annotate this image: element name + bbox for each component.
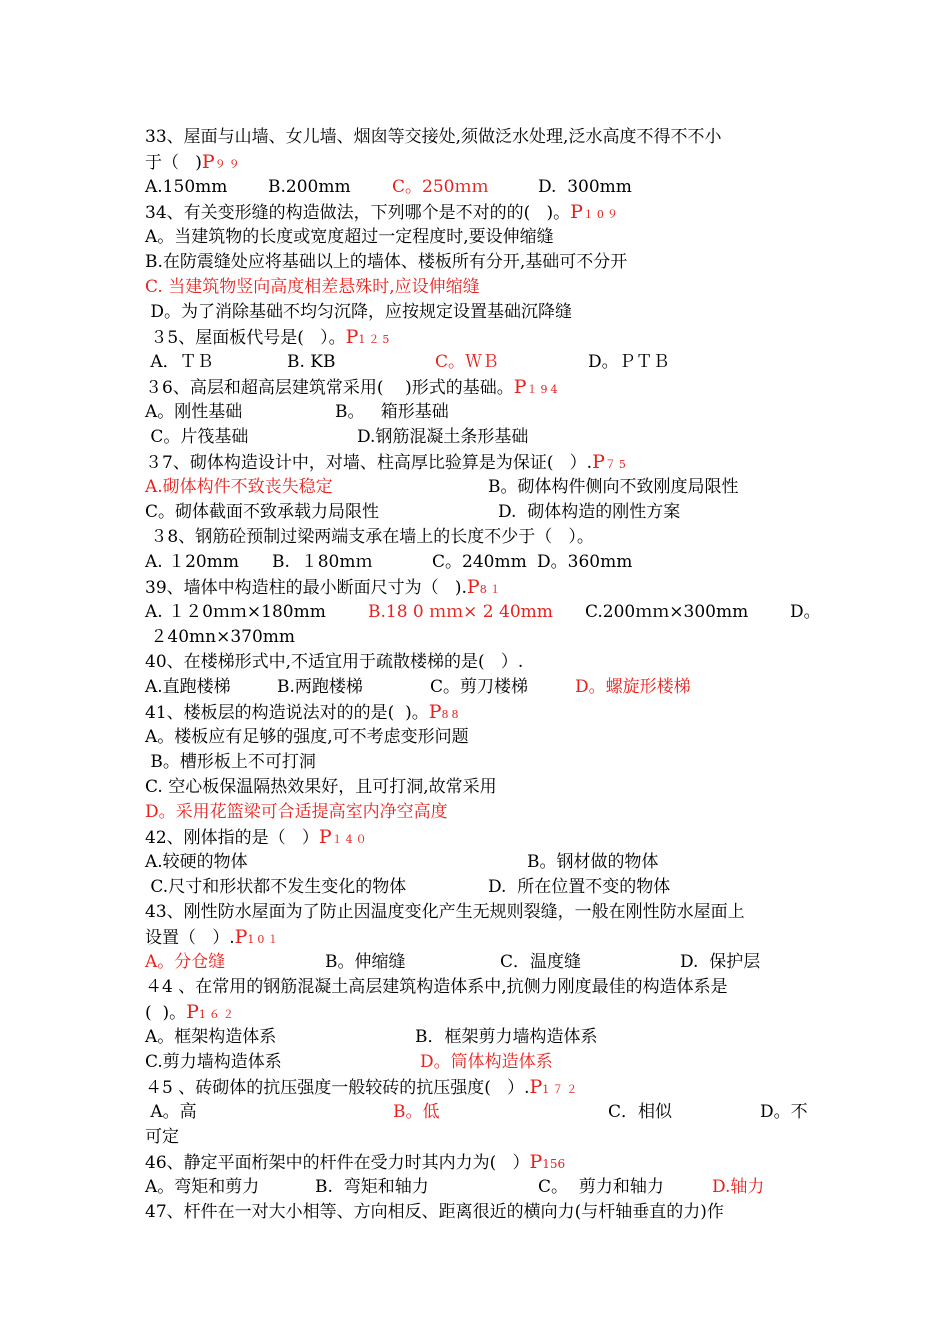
q45-stem-text: ４5 、砖砌体的抗压强度一般较砖的抗压强度( ）. (145, 1078, 530, 1098)
q37-stem-text: ３7、砌体构造设计中，对墙、柱高厚比验算是为保证( ）. (145, 453, 593, 473)
q37-option-d: D. 砌体构造的刚性方案 (498, 502, 681, 522)
q43-stem-line1: 43、刚性防水屋面为了防止因温度变化产生无规则裂缝，一般在刚性防水屋面上 (145, 902, 745, 922)
q36-page-ref-num: １94 (526, 383, 561, 396)
q41-page-ref: P (428, 701, 442, 723)
q35-page-ref: P (345, 326, 359, 348)
q35-option-b: B. KB (287, 352, 336, 372)
q33-option-a: A.150mm (145, 177, 228, 197)
q37-option-b: B。砌体构件侧向不致刚度局限性 (488, 477, 739, 497)
q42-option-b: B。钢材做的物体 (527, 852, 659, 872)
q45-stem (145, 1076, 580, 1101)
q42-option-c: C.尺寸和形状都不发生变化的物体 (145, 877, 407, 897)
q36-stem-text: ３6、高层和超高层建筑常采用( )形式的基础。 (145, 378, 514, 398)
q45-option-d-continued: 可定 (145, 1127, 179, 1147)
q36-option-c: C。片筏基础 (145, 427, 249, 447)
q45-option-a: A。高 (145, 1102, 197, 1122)
q44-page-ref-num: 1６２ (198, 1008, 237, 1021)
q44-page-ref: P (186, 1001, 199, 1023)
q35-option-a: A．ＴＢ (145, 352, 214, 372)
q34-stem-text: 34、有关变形缝的构造做法，下列哪个是不对的的( )。 (145, 203, 571, 223)
q39-option-b: B.18 0 ｍｍ× 2 40mm (368, 602, 553, 622)
q39-option-d-continued: ２40mn×370mm (145, 627, 296, 647)
q36-option-b: B。 箱形基础 (335, 402, 449, 422)
q36-stem (145, 376, 561, 401)
q37-stem (145, 451, 629, 476)
q38-option-b: B. １80mｍ (272, 552, 373, 572)
q34-page-ref-num: １0９ (582, 208, 621, 221)
q45-page-ref-num: 1７２ (542, 1083, 581, 1096)
q45-option-c: C．相似 (608, 1102, 673, 1122)
q46-stem (145, 1151, 565, 1175)
q43-page-ref-num: 10１ (247, 933, 282, 946)
q33-option-c: C。250ｍｍ (392, 177, 489, 197)
q37-option-c: C。砌体截面不致承载力局限性 (145, 502, 380, 522)
q34-option-a: A。当建筑物的长度或宽度超过一定程度时,要设伸缩缝 (145, 227, 554, 247)
q44-stem-line1: ４4 、在常用的钢筋混凝土高层建筑构造体系中,抗侧力刚度最佳的构造体系是 (145, 977, 728, 997)
q39-stem-text: 39、墙体中构造柱的最小断面尺寸为（ ). (145, 578, 467, 598)
q34-option-c: C. 当建筑物竖向高度相差悬殊时,应设伸缩缝 (145, 277, 480, 297)
q39-option-c: C.200ｍｍ×300mm (585, 602, 749, 622)
q45-option-b: B。低 (393, 1102, 440, 1122)
q40-option-c: C。剪刀楼梯 (430, 677, 529, 697)
q41-stem (145, 701, 462, 726)
q40-option-a: A.直跑楼梯 (145, 677, 231, 697)
q45-page-ref: P (529, 1076, 543, 1098)
q33-stem-line2 (145, 151, 243, 176)
q41-page-ref-num: 88 (441, 708, 462, 721)
q43-option-d: D. 保护层 (680, 952, 761, 972)
q37-page-ref-num: ７5 (604, 458, 629, 471)
q33-page-ref-num: ９９ (214, 158, 243, 171)
q40-option-d: D。螺旋形楼梯 (575, 677, 691, 697)
q36-option-a: A。刚性基础 (145, 402, 243, 422)
q41-option-c: C. 空心板保温隔热效果好，且可打洞,故常采用 (145, 777, 497, 797)
q39-option-a: A. １２0ｍｍ×180mm (145, 602, 326, 622)
q33-option-d: D. 300mm (538, 177, 632, 197)
q38-stem: ３8、钢筋砼预制过梁两端支承在墙上的长度不少于（ ）。 (145, 527, 594, 547)
q35-stem (145, 326, 392, 351)
q41-option-d: D。采用花篮梁可合适提高室内净空高度 (145, 802, 448, 822)
q44-option-a: A。框架构造体系 (145, 1027, 277, 1047)
q40-stem: 40、在楼梯形式中,不适宜用于疏散楼梯的是( ）. (145, 652, 524, 672)
q38-option-c: C。240mm (432, 552, 527, 572)
q42-option-a: A.较硬的物体 (145, 852, 248, 872)
q44-option-b: B．框架剪力墙构造体系 (415, 1027, 598, 1047)
q43-stem-line2 (145, 926, 281, 951)
q44-option-d: D。筒体构造体系 (420, 1052, 553, 1072)
q43-option-a: A。分仓缝 (145, 952, 226, 972)
q46-stem-text: 46、静定平面桁架中的杆件在受力时其内力为( ） (145, 1153, 530, 1173)
q34-option-d: D。为了消除基础不均匀沉降，应按规定设置基础沉降缝 (145, 302, 573, 322)
q46-page-ref-num: 156 (542, 1157, 566, 1171)
q43-page-ref: P (234, 926, 248, 948)
q44-option-c: C.剪力墙构造体系 (145, 1052, 282, 1072)
q42-page-ref: P (318, 826, 332, 848)
q36-option-d: D.钢筋混凝土条形基础 (357, 427, 529, 447)
q41-stem-text: 41、楼板层的构造说法对的的是( )。 (145, 703, 429, 723)
q44-stem-text: ( )。 (145, 1003, 187, 1023)
q44-stem-line2 (145, 1001, 237, 1026)
q42-stem-text: 42、刚体指的是（ ） (145, 828, 319, 848)
q42-stem (145, 826, 370, 851)
q46-option-b: B. 弯矩和轴力 (315, 1177, 429, 1197)
q47-stem: 47、杆件在一对大小相等、方向相反、距离很近的横向力(与杆轴垂直的力)作 (145, 1202, 724, 1222)
q37-option-a: A.砌体构件不致丧失稳定 (145, 477, 333, 497)
q46-page-ref: P (529, 1151, 543, 1173)
q34-stem (145, 201, 621, 226)
q42-page-ref-num: １4０ (331, 833, 370, 846)
q37-page-ref: P (592, 451, 605, 473)
q35-option-d: D。ＰＴＢ (588, 352, 670, 372)
q33-stem-text: 于（ ) (145, 153, 202, 173)
q38-option-a: A. １20mm (145, 552, 239, 572)
q35-option-c: C。ＷＢ (435, 352, 500, 372)
q35-page-ref-num: 1２5 (358, 333, 393, 346)
q43-stem-text: 设置（ ）. (145, 928, 235, 948)
q46-option-c: C。 剪力和轴力 (538, 1177, 664, 1197)
q39-option-d: D。 (790, 602, 821, 622)
q36-page-ref: P (513, 376, 527, 398)
q43-option-c: C．温度缝 (500, 952, 582, 972)
q41-option-b: B。槽形板上不可打洞 (145, 752, 316, 772)
q39-page-ref: P (466, 576, 480, 598)
q33-page-ref: P (201, 151, 215, 173)
q46-option-a: A。弯矩和剪力 (145, 1177, 260, 1197)
q33-stem-line1: 33、屋面与山墙、女儿墙、烟囱等交接处,须做泛水处理,泛水高度不得不不小 (145, 127, 722, 147)
q46-option-d: D.轴力 (712, 1177, 765, 1197)
q33-option-b: B.200mm (268, 177, 351, 197)
q40-option-b: B.两跑楼梯 (277, 677, 363, 697)
q34-option-b: B.在防震缝处应将基础以上的墙体、楼板所有分开,基础可不分开 (145, 252, 628, 272)
q42-option-d: D. 所在位置不变的物体 (488, 877, 671, 897)
q45-option-d: D。不 (760, 1102, 808, 1122)
q35-stem-text: ３5、屋面板代号是( ）。 (145, 328, 346, 348)
q38-option-d: D。360mm (537, 552, 633, 572)
q39-page-ref-num: 8１ (479, 583, 504, 596)
q39-stem (145, 576, 504, 601)
q34-page-ref: P (570, 201, 583, 223)
q41-option-a: A。楼板应有足够的强度,可不考虑变形问题 (145, 727, 469, 747)
q43-option-b: B。伸缩缝 (325, 952, 406, 972)
